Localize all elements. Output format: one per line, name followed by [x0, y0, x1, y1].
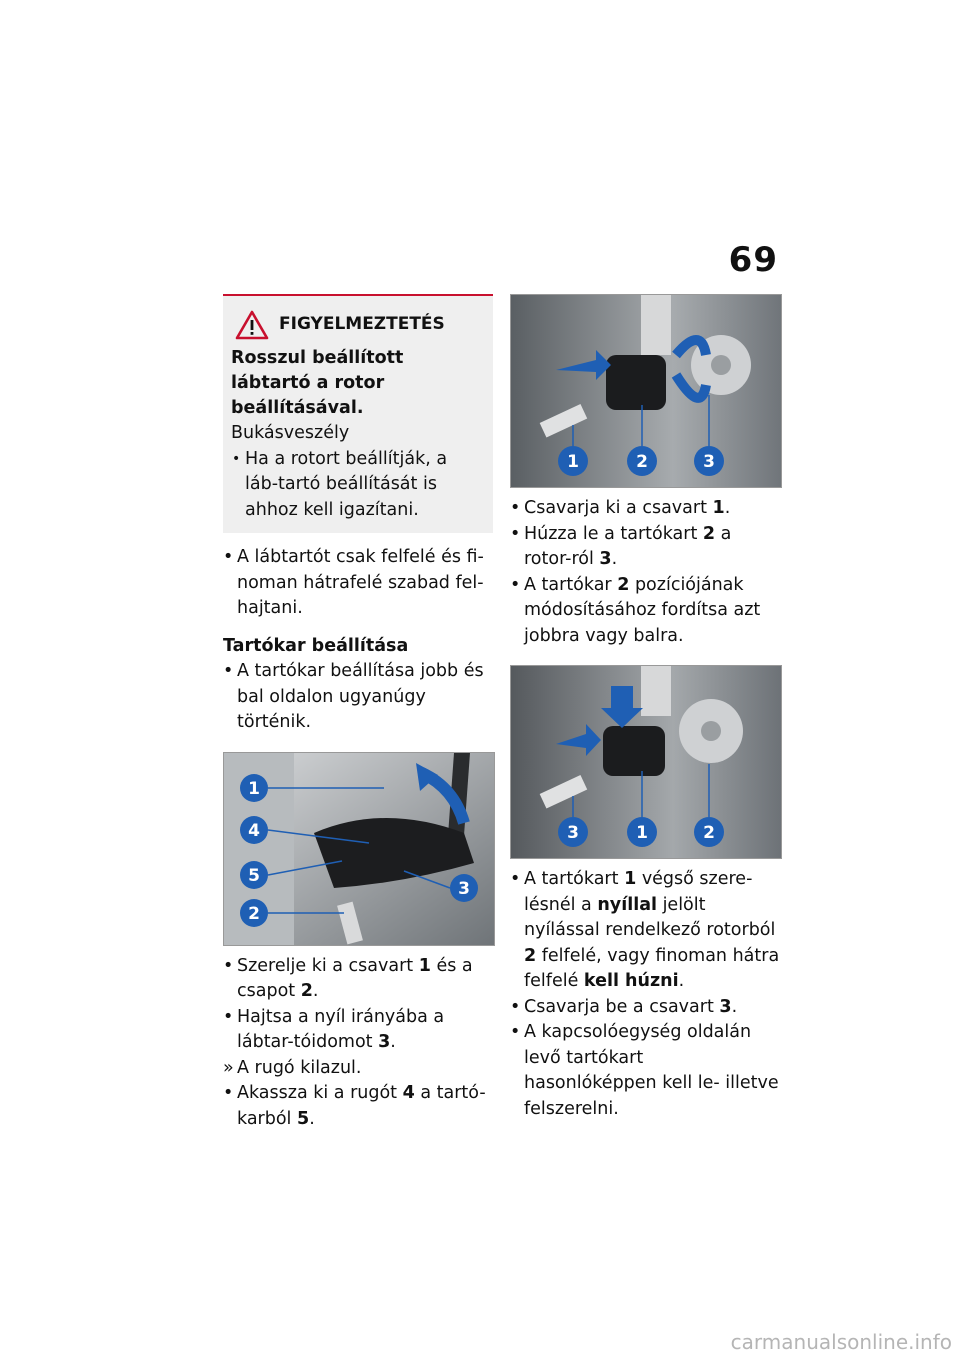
watermark: carmanualsonline.info	[730, 1330, 952, 1354]
callout-label: 3	[458, 878, 470, 899]
warning-header	[231, 310, 483, 340]
section-heading: Tartókar beállítása	[223, 635, 409, 656]
callout-label: 2	[248, 903, 260, 924]
callout-label: 2	[703, 823, 715, 843]
callout-label: 1	[248, 778, 260, 799]
list-item: • Hajtsa a nyíl irányába a lábtar-tóidomot 3.	[223, 1005, 493, 1056]
list-item: • A kapcsolóegység oldalán levő tartókart hasonlóképpen kell le- illetve felszerelni.	[510, 1020, 780, 1122]
rotor-figure-bottom	[510, 665, 782, 859]
list-item: • A tartókar beállítása jobb és bal oldalon ugyanúgy történik.	[223, 659, 493, 736]
warning-consequence: Bukásveszély	[231, 423, 350, 443]
result-item: » A rugó kilazul.	[223, 1056, 493, 1082]
list-item: • Szerelje ki a csavart 1 és a csapot 2.	[223, 954, 493, 1005]
warning-triangle-icon	[235, 310, 269, 340]
callout-label: 1	[567, 452, 579, 472]
list-item: • Akassza ki a rugót 4 a tartó-karból 5.	[223, 1081, 493, 1132]
list-item: • Csavarja be a csavart 3.	[510, 995, 780, 1021]
warning-title: FIGYELMEZTETÉS	[279, 314, 445, 335]
callout-label: 3	[567, 823, 579, 843]
callout-label: 4	[248, 820, 260, 841]
callout-label: 1	[636, 823, 648, 843]
list-item: • Csavarja ki a csavart 1.	[510, 496, 780, 522]
left-column	[223, 294, 493, 1132]
list-item: • A lábtartót csak felfelé és fi-noman hátrafelé szabad fel-hajtani.	[223, 545, 493, 622]
footrest-figure	[223, 752, 495, 946]
callout-label: 5	[248, 865, 260, 886]
list-item: • Húzza le a tartókart 2 a rotor-ról 3.	[510, 522, 780, 573]
callout-label: 2	[636, 452, 648, 472]
warning-bullet: • Ha a rotort beállítják, a láb-tartó beállítását is ahhoz kell igazítani.	[231, 447, 483, 524]
page-number: 69	[728, 240, 778, 280]
warning-cause: Rosszul beállított lábtartó a rotor beállításával.	[231, 348, 404, 418]
rotor-figure-top	[510, 294, 782, 488]
warning-box	[223, 294, 493, 533]
callout-label: 3	[703, 452, 715, 472]
list-item: • A tartókar 2 pozíciójának módosításához fordítsa azt jobbra vagy balra.	[510, 573, 780, 650]
list-item: • A tartókart 1 végső szere-lésnél a nyíllal jelölt nyílással rendelkező rotorból 2 felfelé, vagy finoman hátra felfelé kell húzni.	[510, 867, 780, 995]
right-column	[510, 294, 780, 1122]
